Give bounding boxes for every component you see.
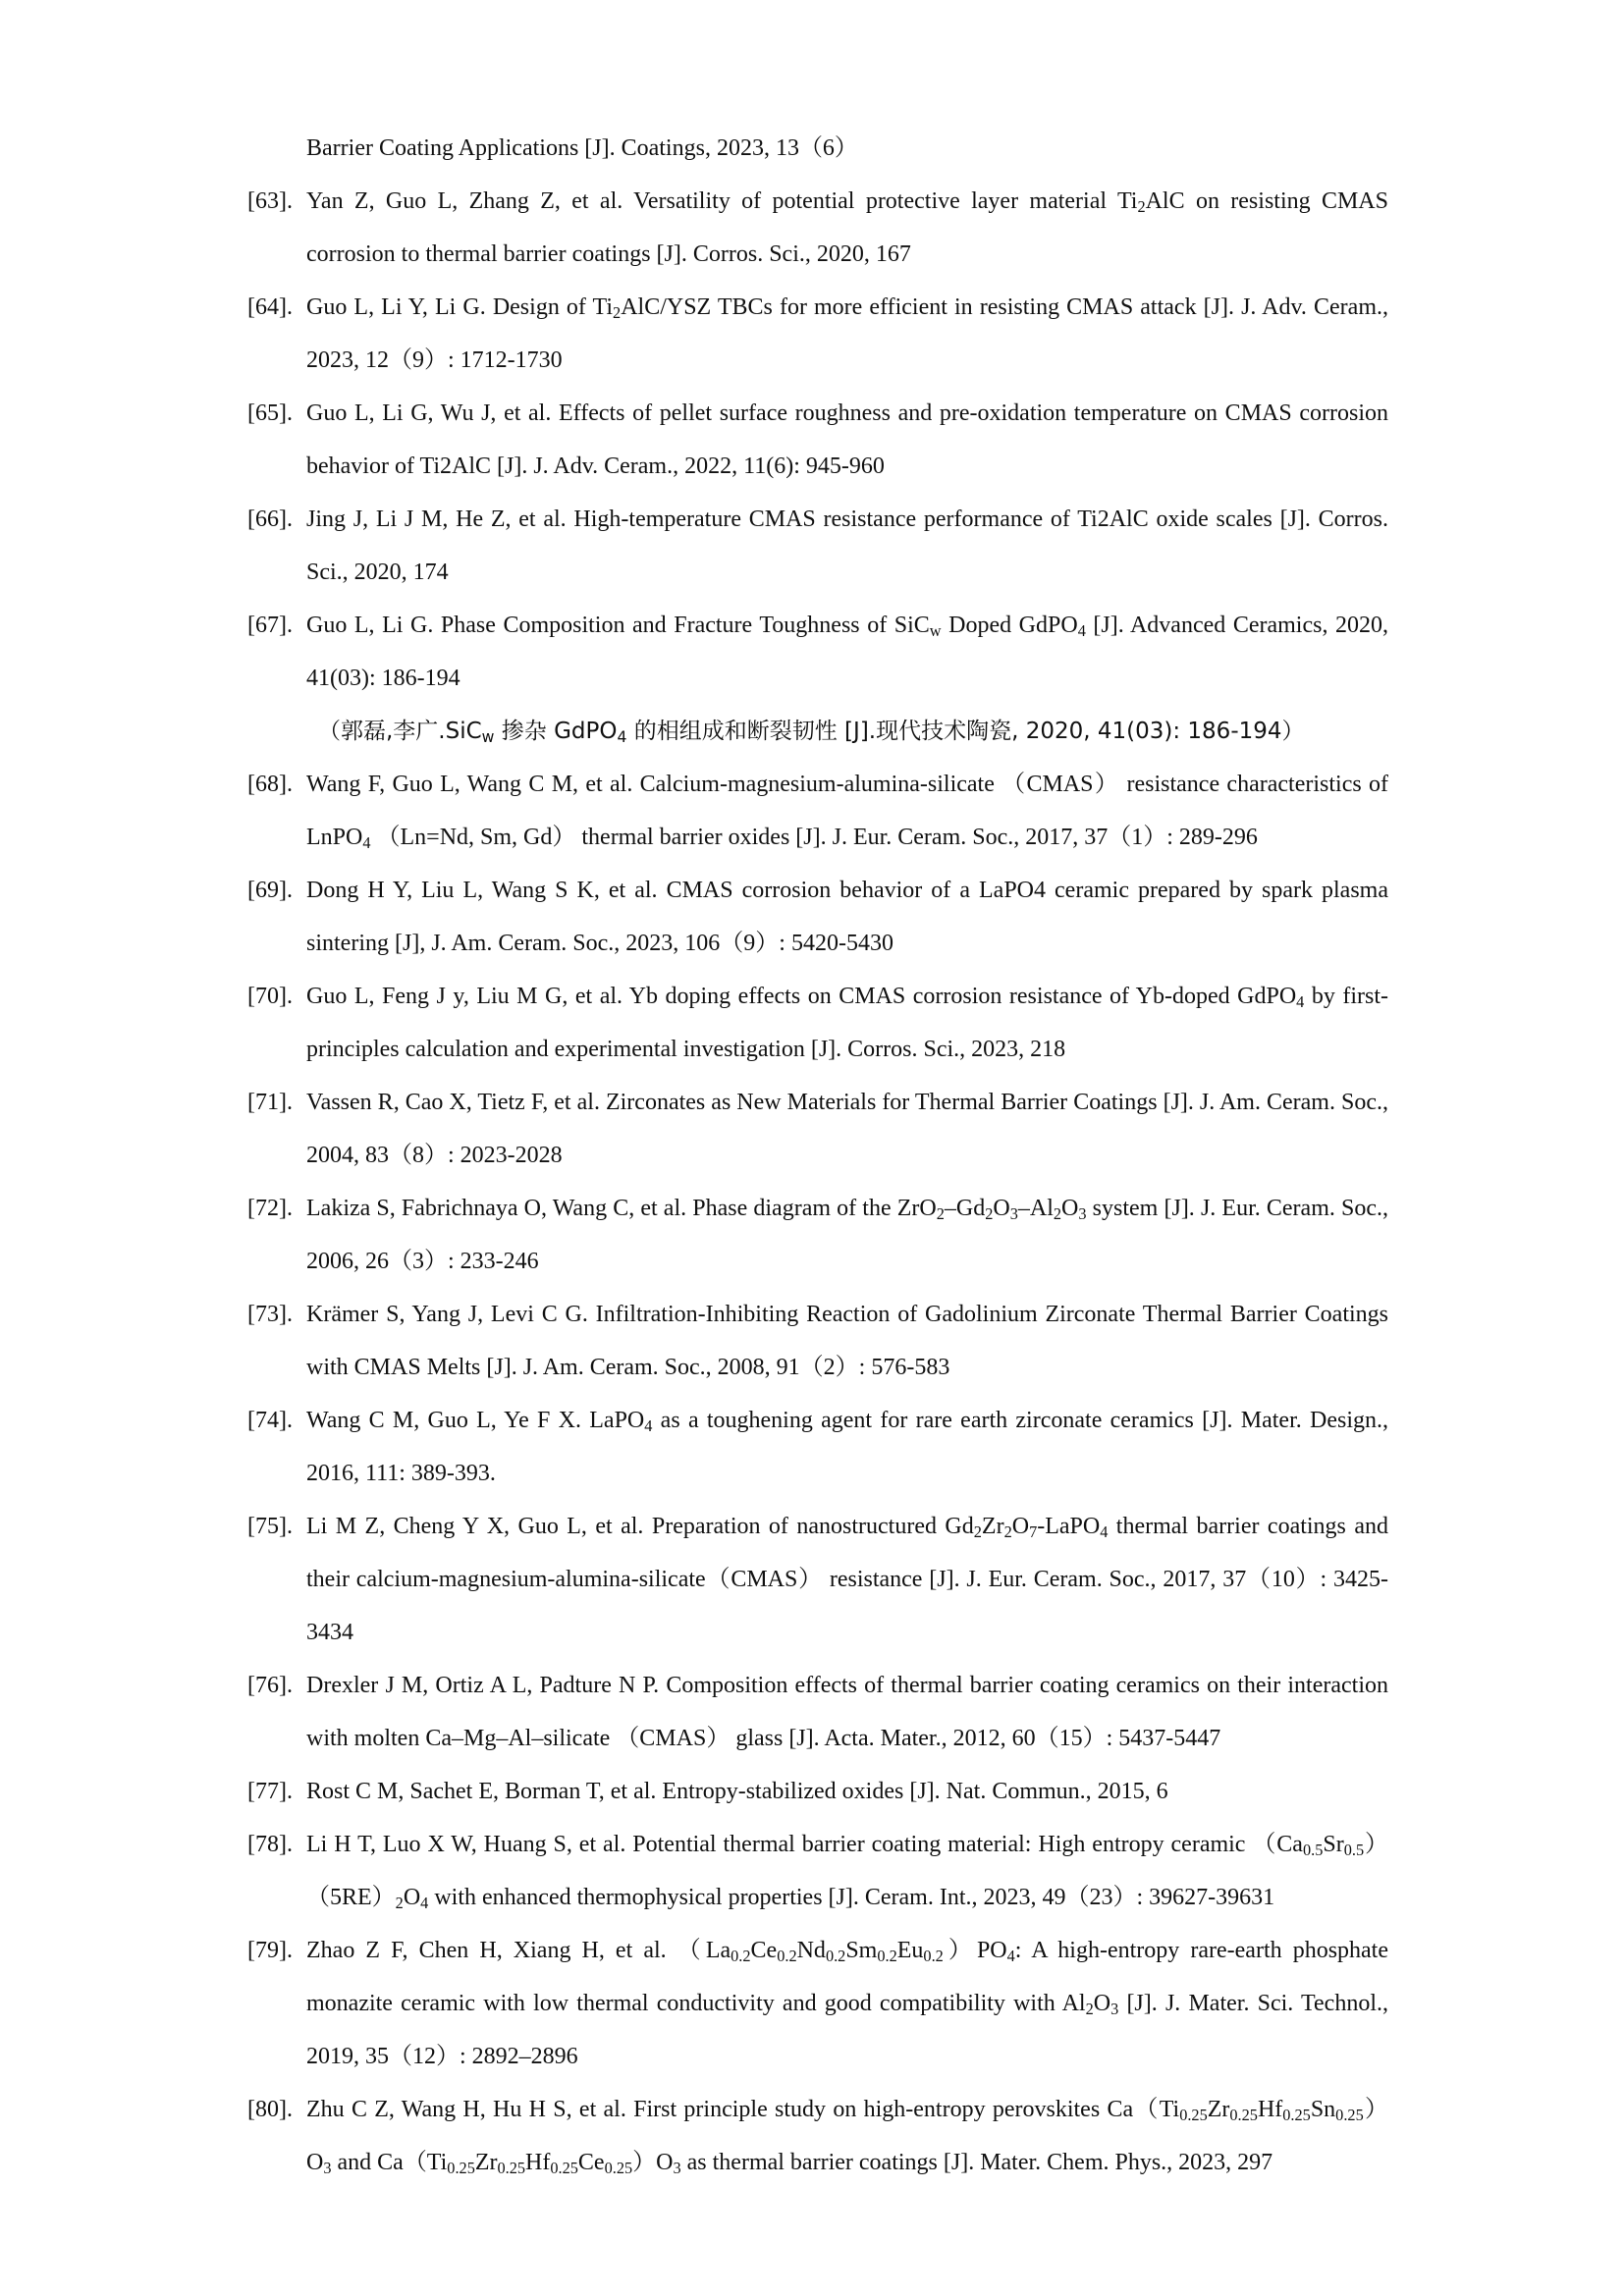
reference-number: [72]. [247, 1196, 293, 1221]
reference-number: [68]. [247, 772, 293, 797]
reference-number: [71]. [247, 1090, 293, 1115]
reference-77: [77]. Rost C M, Sachet E, Borman T, et al. Entropy-stabilized oxides [J]. Nat. Commun., 2015, 6 [247, 1765, 1388, 1818]
reference-number: [66]. [247, 507, 293, 532]
reference-79: [79]. Zhao Z F, Chen H, Xiang H, et al. $(La_{0.2}Ce_{0.2}Nd_{0.2}Sm_{0.2}Eu_{0.2})PO_4$: A high-entropy rare-earth phosphate monazite ceramic with low thermal conductivity and good compatibility with $Al_2O_3$ [J]. J. Mater. Sci. Technol., 2019, 35（12）: 2892–2896 [247, 1924, 1388, 2083]
reference-number: [69]. [247, 878, 293, 903]
reference-number: [75]. [247, 1514, 293, 1539]
reference-continuation: Barrier Coating Applications [J]. Coatings, 2023, 13（6） [306, 135, 858, 161]
reference-73: [73]. Krämer S, Yang J, Levi C G. Infiltration-Inhibiting Reaction of Gadolinium Zirconate Thermal Barrier Coatings with CMAS Melts [J]. J. Am. Ceram. Soc., 2008, 91（2）: 576-583 [247, 1288, 1388, 1394]
reference-68: [68]. Wang F, Guo L, Wang C M, et al. Calcium-magnesium-alumina-silicate （CMAS） resistance characteristics of LnPO$_4$ （Ln=Nd, Sm, Gd） thermal barrier oxides [J]. J. Eur. Ceram. Soc., 2017, 37（1）: 289-296 [247, 758, 1388, 864]
reference-78: [78]. Li H T, Luo X W, Huang S, et al. Potential thermal barrier coating material: High entropy ceramic $(Ca_{0.5}Sr_{0.5})(5RE)_2O_4$ with enhanced thermophysical properties [J]. Ceram. Int., 2023, 49（23）: 39627-39631 [247, 1818, 1388, 1924]
reference-76: [76]. Drexler J M, Ortiz A L, Padture N P. Composition effects of thermal barrier coating ceramics on their interaction with molten Ca–Mg–Al–silicate （CMAS） glass [J]. Acta. Mater., 2012, 60（15）: 5437-5447 [247, 1659, 1388, 1765]
reference-80: [80]. Zhu C Z, Wang H, Hu H S, et al. First principle study on high-entropy perovskites $Ca(Ti_{0.25}Zr_{0.25}Hf_{0.25}Sn_{0.25})O_3$ and $Ca(Ti_{0.25}Zr_{0.25}Hf_{0.25}Ce_{0.25})O_3$ as thermal barrier coatings [J]. Mater. Chem. Phys., 2023, 297 [247, 2083, 1388, 2189]
reference-66: [66]. Jing J, Li J M, He Z, et al. High-temperature CMAS resistance performance of Ti2AlC oxide scales [J]. Corros. Sci., 2020, 174 [247, 493, 1388, 599]
reference-65: [65]. Guo L, Li G, Wu J, et al. Effects of pellet surface roughness and pre-oxidation temperature on CMAS corrosion behavior of Ti2AlC [J]. J. Adv. Ceram., 2022, 11(6): 945-960 [247, 387, 1388, 493]
reference-63: [63]. Yan Z, Guo L, Zhang Z, et al. Versatility of potential protective layer material $Ti_2AlC$ on resisting CMAS corrosion to thermal barrier coatings [J]. Corros. Sci., 2020, 167 [247, 175, 1388, 281]
reference-number: [63]. [247, 188, 293, 214]
reference-number: [78]. [247, 1832, 293, 1857]
reference-number: [73]. [247, 1302, 293, 1327]
reference-64: [64]. Guo L, Li Y, Li G. Design of $Ti_2AlC$/YSZ TBCs for more efficient in resisting CMAS attack [J]. J. Adv. Ceram., 2023, 12（9）: 1712-1730 [247, 281, 1388, 387]
reference-72: [72]. Lakiza S, Fabrichnaya O, Wang C, et al. Phase diagram of the $ZrO_2-Gd_2O_3-Al_2O_3$ system [J]. J. Eur. Ceram. Soc., 2006, 26（3）: 233-246 [247, 1182, 1388, 1288]
reference-71: [71]. Vassen R, Cao X, Tietz F, et al. Zirconates as New Materials for Thermal Barrier Coatings [J]. J. Am. Ceram. Soc., 2004, 83（8）: 2023-2028 [247, 1076, 1388, 1182]
reference-74: [74]. Wang C M, Guo L, Ye F X. LaPO$_4$ as a toughening agent for rare earth zirconate ceramics [J]. Mater. Design., 2016, 111: 389-393. [247, 1394, 1388, 1500]
reference-list [247, 122, 1388, 2189]
reference-number: [76]. [247, 1673, 293, 1698]
reference-number: [67]. [247, 613, 293, 638]
reference-number: [80]. [247, 2097, 293, 2122]
reference-67-chinese-title: （郭磊,李广.SiC$_w$ 掺杂 GdPO$_4$ 的相组成和断裂韧性 [J].现代技术陶瓷, 2020, 41(03): 186-194） [318, 719, 1305, 746]
reference-number: [79]. [247, 1938, 293, 1963]
reference-67: [67]. Guo L, Li G. Phase Composition and Fracture Toughness of SiC$_w$ Doped GdPO$_4$ [J]. Advanced Ceramics, 2020, 41(03): 186-194 [247, 599, 1388, 705]
reference-70: [70]. Guo L, Feng J y, Liu M G, et al. Yb doping effects on CMAS corrosion resistance of Yb-doped GdPO$_4$ by first-principles calculation and experimental investigation [J]. Corros. Sci., 2023, 218 [247, 970, 1388, 1076]
reference-number: [77]. [247, 1779, 293, 1804]
reference-number: [74]. [247, 1408, 293, 1433]
reference-number: [70]. [247, 984, 293, 1009]
reference-number: [64]. [247, 294, 293, 320]
reference-69: [69]. Dong H Y, Liu L, Wang S K, et al. CMAS corrosion behavior of a LaPO4 ceramic prepared by spark plasma sintering [J], J. Am. Ceram. Soc., 2023, 106（9）: 5420-5430 [247, 864, 1388, 970]
reference-75: [75]. Li M Z, Cheng Y X, Guo L, et al. Preparation of nanostructured $Gd_2Zr_2O_7-LaPO_4$ thermal barrier coatings and their calcium-magnesium-alumina-silicate（CMAS） resistance [J]. J. Eur. Ceram. Soc., 2017, 37（10）: 3425-3434 [247, 1500, 1388, 1659]
reference-number: [65]. [247, 400, 293, 426]
